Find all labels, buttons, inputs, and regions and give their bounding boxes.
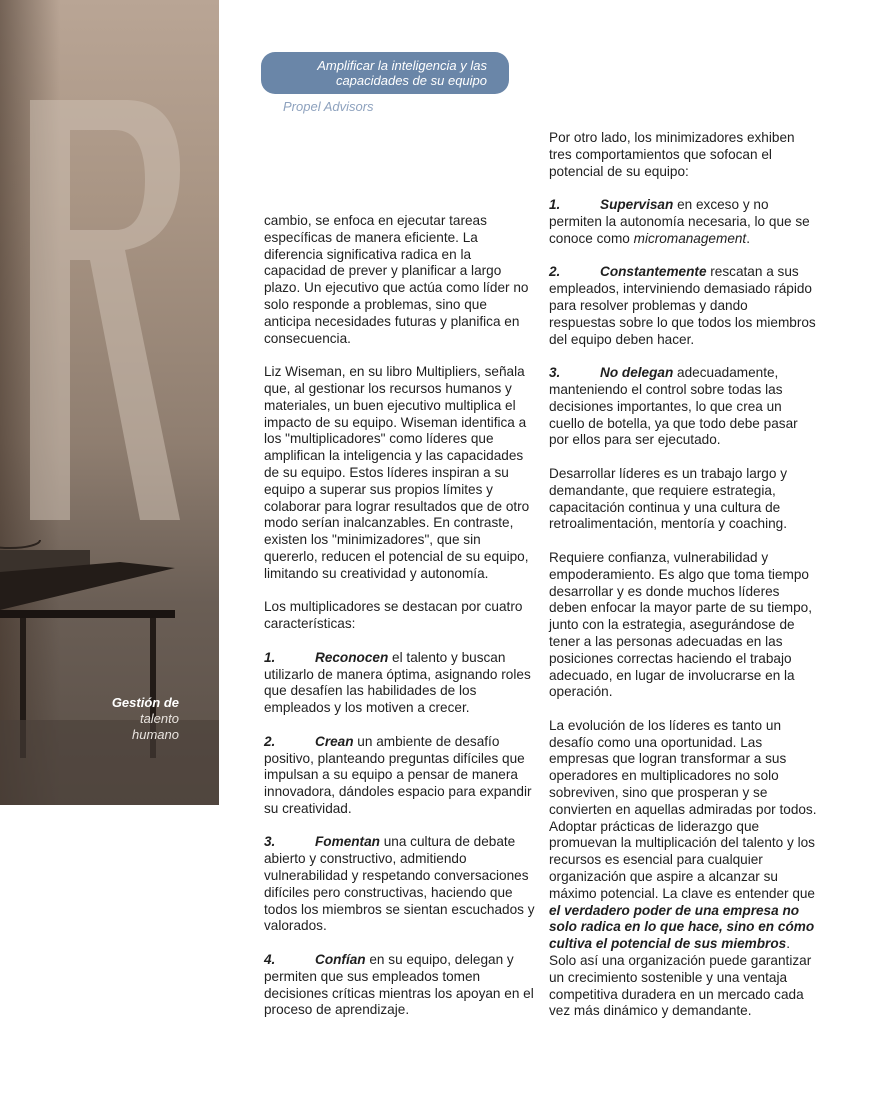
item-end: . [746, 230, 750, 246]
caption-line-3: humano [132, 727, 179, 742]
paragraph: Liz Wiseman, en su libro Multipliers, señala que, al gestionar los recursos humanos y materiales, un buen ejecutivo multiplica el impacto de su equipo. Wiseman identifica a los "multiplicadores" como líderes que amplifican la inteligencia y las capacidades de su equipo. Estos líderes inspiran a su equipo a superar sus propios límites y colaborar para lograr resultados que de otro modo serían inalcanzables. En contraste, existen los "minimizadores", que sin quererlo, reducen el potencial de su equipo, limitando su creatividad y autonomía. [264, 364, 530, 581]
list-item [264, 650, 536, 717]
table-and-glasses-illustration [0, 540, 219, 805]
title-line-1: Amplificar la inteligencia y las [317, 58, 487, 73]
item-text: rescatan a sus empleados, interviniendo demasiado rápido para resolver problemas y dando respuestas sobre lo que todos los miembros del equipo deben hacer. [549, 264, 816, 347]
item-number: 4. [264, 952, 276, 968]
item-number: 1. [549, 197, 561, 213]
item-text: en su equipo, delegan y permiten que sus empleados tomen decisiones críticas mientras los apoyan en el proceso de aprendizaje. [264, 952, 534, 1018]
item-number: 2. [549, 264, 561, 280]
list-item [549, 264, 817, 348]
item-keyword: Reconocen [315, 649, 389, 665]
list-item [549, 365, 817, 449]
text-run: La evolución de los líderes es tanto un desafío como una oportunidad. Las empresas que logran transformar a sus operadores en multiplicadores no solo sobreviven, sino que prosperan y se convierten en aquellas admiradas por todos. Adoptar prácticas de liderazgo que promuevan la multiplicación del talento y los recursos es esencial para cualquier organización que aspire a alcanzar su máximo potencial. La clave es entender que [549, 717, 817, 901]
paragraph: Requiere confianza, vulnerabilidad y empoderamiento. Es algo que toma tiempo desarrollar y es donde muchos líderes deben enfocar la mayor parte de su tiempo, junto con la estrategia, asegurándose de tener a las personas adecuadas en las posiciones correctas haciendo el trabajo adecuado, en lugar de involucrarse en la operación. [549, 549, 812, 700]
item-text: adecuadamente, manteniendo el control sobre todas las decisiones importantes, lo que crea un cuello de botella, ya que todo debe pasar por ellos para ser ejecutado. [549, 365, 798, 448]
item-keyword: Supervisan [600, 197, 674, 213]
list-item [264, 734, 536, 818]
text-column-right [549, 130, 817, 1037]
item-keyword: Fomentan [315, 834, 380, 850]
item-keyword: Crean [315, 733, 354, 749]
item-emphasis: micromanagement [633, 230, 747, 246]
item-number: 3. [264, 834, 276, 850]
item-keyword: No delegan [600, 365, 674, 381]
item-number: 2. [264, 733, 276, 749]
author-name: Propel Advisors [283, 99, 374, 114]
title-line-2: capacidades de su equipo [335, 73, 487, 88]
paragraph: Por otro lado, los minimizadores exhiben tres comportamientos que sofocan el potencial de su equipo: [549, 130, 795, 179]
item-number: 1. [264, 649, 276, 665]
item-number: 3. [549, 365, 561, 381]
item-keyword: Confían [315, 952, 366, 968]
paragraph: Los multiplicadores se destacan por cuatro características: [264, 599, 523, 632]
list-item [264, 952, 536, 1019]
text-run: . Solo así una organización puede garantizar un crecimiento sostenible y una ventaja competitiva duradera en un mercado cada vez más dinámico y demandante. [549, 936, 812, 1019]
item-text: una cultura de debate abierto y constructivo, admitiendo vulnerabilidad y respetando conversaciones difíciles pero constructivas, haciendo que todos los miembros se sientan escuchados y valorados. [264, 834, 535, 934]
paragraph [549, 718, 817, 1020]
item-text: el talento y buscan utilizarlo de manera óptima, asignando roles que desafíen las habilidades de los empleados y los motiven a crecer. [264, 649, 531, 716]
caption-title: Gestión de [111, 695, 179, 710]
article-title-pill [261, 52, 509, 94]
section-caption [112, 695, 179, 743]
item-text: en exceso y no permiten la autonomía necesaria, lo que se conoce como [549, 197, 810, 246]
list-item [264, 834, 536, 935]
text-column-left [264, 213, 536, 1036]
list-item [549, 197, 817, 247]
decorative-letter-r-icon [30, 100, 180, 520]
highlight-text: el verdadero poder de una empresa no solo radica en lo que hace, sino en cómo cultiva el potencial de sus miembros [549, 902, 815, 952]
paragraph: Desarrollar líderes es un trabajo largo y demandante, que requiere estrategia, capacitación continua y una cultura de retroalimentación, mentoría y coaching. [549, 465, 788, 532]
caption-line-2: talento [139, 711, 179, 726]
item-keyword: Constantemente [600, 264, 707, 280]
item-text: un ambiente de desafío positivo, planteando preguntas difíciles que impulsan a su equipo a pensar de manera innovadora, dándoles espacio para expandir su creatividad. [264, 733, 532, 816]
side-photo [0, 0, 219, 805]
paragraph: cambio, se enfoca en ejecutar tareas específicas de manera eficiente. La diferencia significativa radica en la capacidad de prever y planificar a largo plazo. Un ejecutivo que actúa como líder no solo responde a problemas, sino que anticipa necesidades futuras y planifica en consecuencia. [264, 213, 529, 346]
